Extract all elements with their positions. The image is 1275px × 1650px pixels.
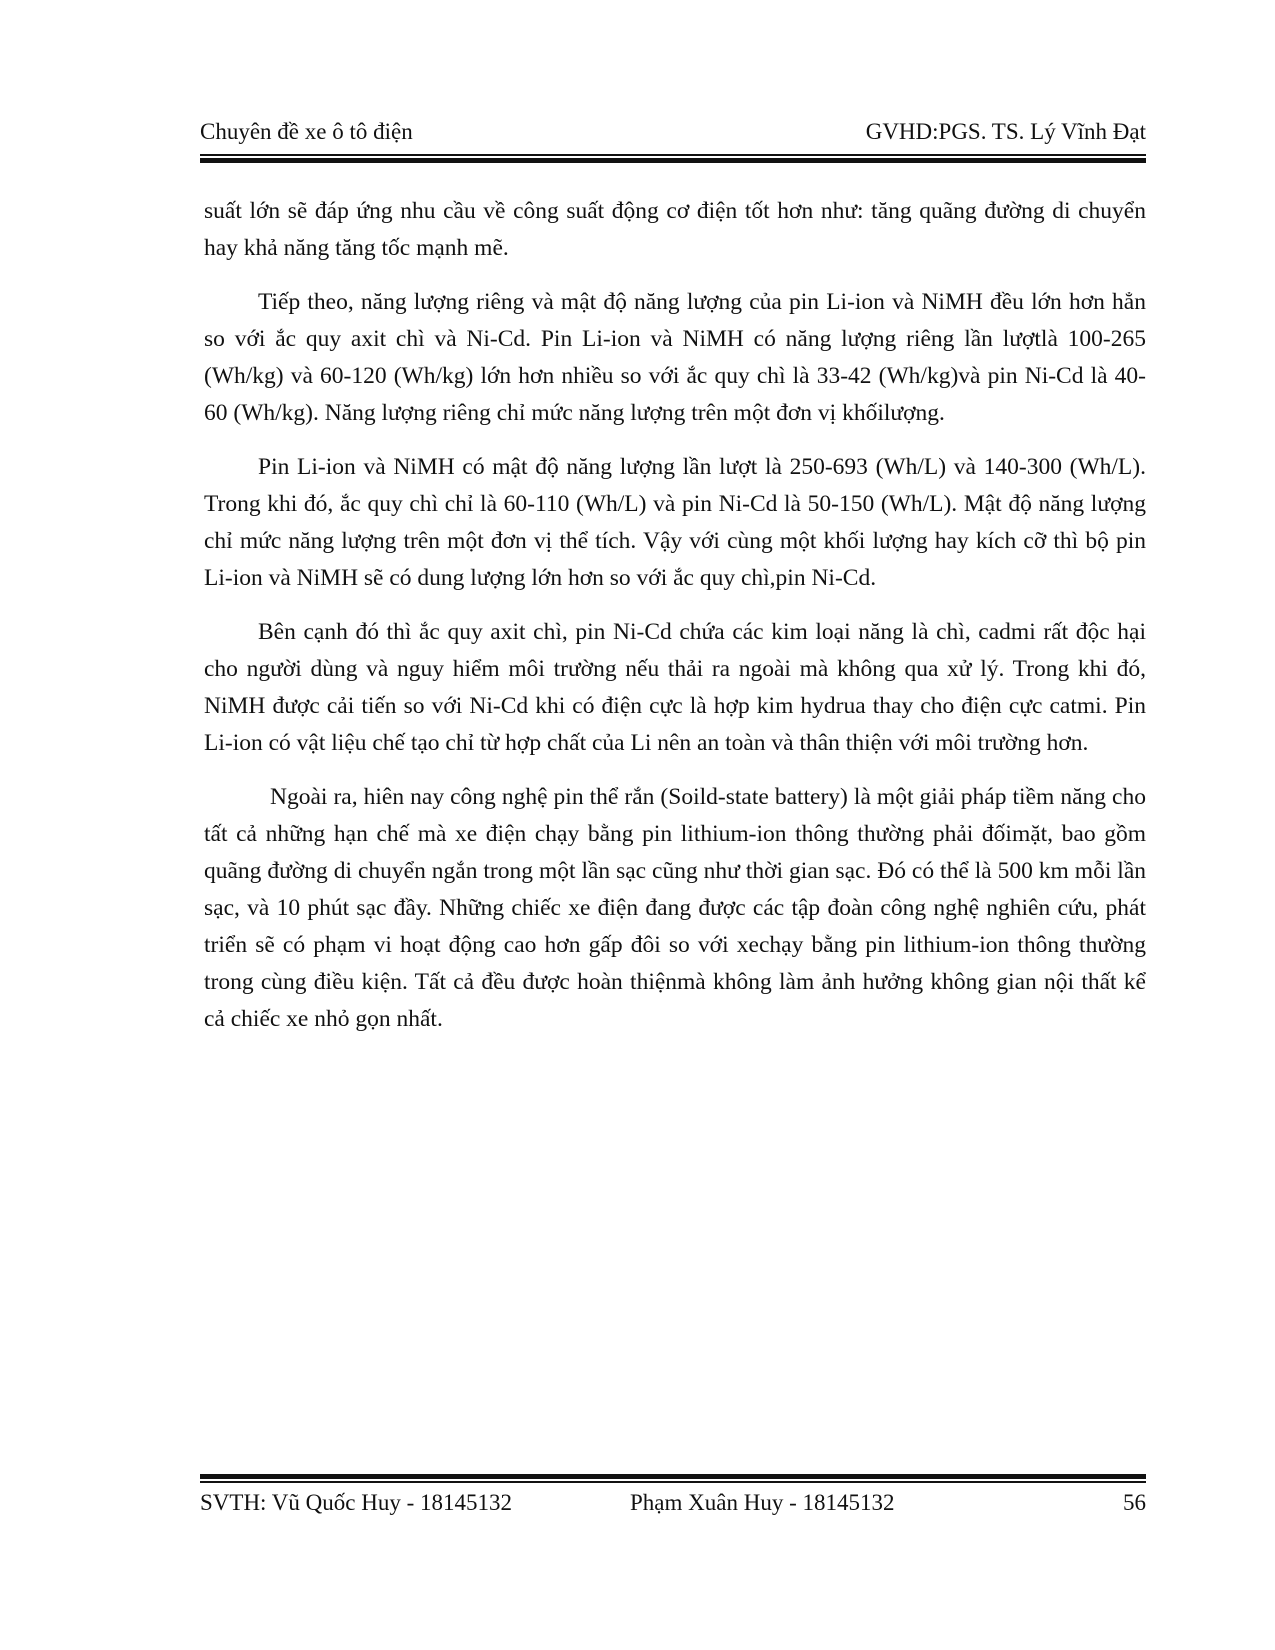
footer-student-1: SVTH: Vũ Quốc Huy - 18145132	[200, 1490, 512, 1515]
footer-rule	[200, 1474, 1146, 1483]
header-title: Chuyên đề xe ô tô điện	[200, 119, 413, 144]
header-rule	[200, 154, 1146, 163]
page-body	[204, 193, 1146, 1055]
page-number: 56	[1123, 1490, 1146, 1515]
paragraph: Pin Li-ion và NiMH có mật độ năng lượng lần lượt là 250-693 (Wh/L) và 140-300 (Wh/L). Trong khi đó, ắc quy chì chỉ là 60-110 (Wh/L) và pin Ni-Cd là 50-150 (Wh/L). Mật độ năng lượng chỉ mức năng lượng trên một đơn vị thể tích. Vậy với cùng một khối lượng hay kích cỡ thì bộ pin Li-ion và NiMH sẽ có dung lượng lớn hơn so với ắc quy chì,pin Ni-Cd.	[204, 454, 1146, 591]
paragraph: Bên cạnh đó thì ắc quy axit chì, pin Ni-Cd chứa các kim loại năng là chì, cadmi rất độc hại cho người dùng và nguy hiểm môi trường nếu thải ra ngoài mà không qua xử lý. Trong khi đó, NiMH được cải tiến so với Ni-Cd khi có điện cực là hợp kim hydrua thay cho điện cực catmi. Pin Li-ion có vật liệu chế tạo chỉ từ hợp chất của Li nên an toàn và thân thiện với môi trường hơn.	[204, 619, 1146, 756]
paragraph: Tiếp theo, năng lượng riêng và mật độ năng lượng của pin Li-ion và NiMH đều lớn hơn hẳn so với ắc quy axit chì và Ni-Cd. Pin Li-ion và NiMH có năng lượng riêng lần lượtlà 100-265 (Wh/kg) và 60-120 (Wh/kg) lớn hơn nhiều so với ắc quy chì là 33-42 (Wh/kg)và pin Ni-Cd là 40-60 (Wh/kg). Năng lượng riêng chỉ mức năng lượng trên một đơn vị khốilượng.	[204, 289, 1146, 426]
page-footer	[200, 1488, 1146, 1522]
paragraph: Ngoài ra, hiên nay công nghệ pin thể rắn (Soild-state battery) là một giải pháp tiềm năng cho tất cả những hạn chế mà xe điện chạy bằng pin lithium-ion thông thường phải đốimặt, bao gồm quãng đường di chuyển ngắn trong một lần sạc cũng như thời gian sạc. Đó có thể là 500 km mỗi lần sạc, và 10 phút sạc đầy. Những chiếc xe điện đang được các tập đoàn công nghệ nghiên cứu, phát triển sẽ có phạm vi hoạt động cao hơn gấp đôi so với xechạy bằng pin lithium-ion thông thường trong cùng điều kiện. Tất cả đều được hoàn thiệnmà không làm ảnh hưởng không gian nội thất kể cả chiếc xe nhỏ gọn nhất.	[204, 784, 1146, 1032]
footer-student-2: Phạm Xuân Huy - 18145132	[630, 1490, 895, 1515]
paragraph: suất lớn sẽ đáp ứng nhu cầu về công suất động cơ điện tốt hơn như: tăng quãng đường di chuyển hay khả năng tăng tốc mạnh mẽ.	[204, 198, 1146, 261]
header-advisor: GVHD:PGS. TS. Lý Vĩnh Đạt	[865, 119, 1146, 144]
page-header	[200, 117, 1146, 151]
